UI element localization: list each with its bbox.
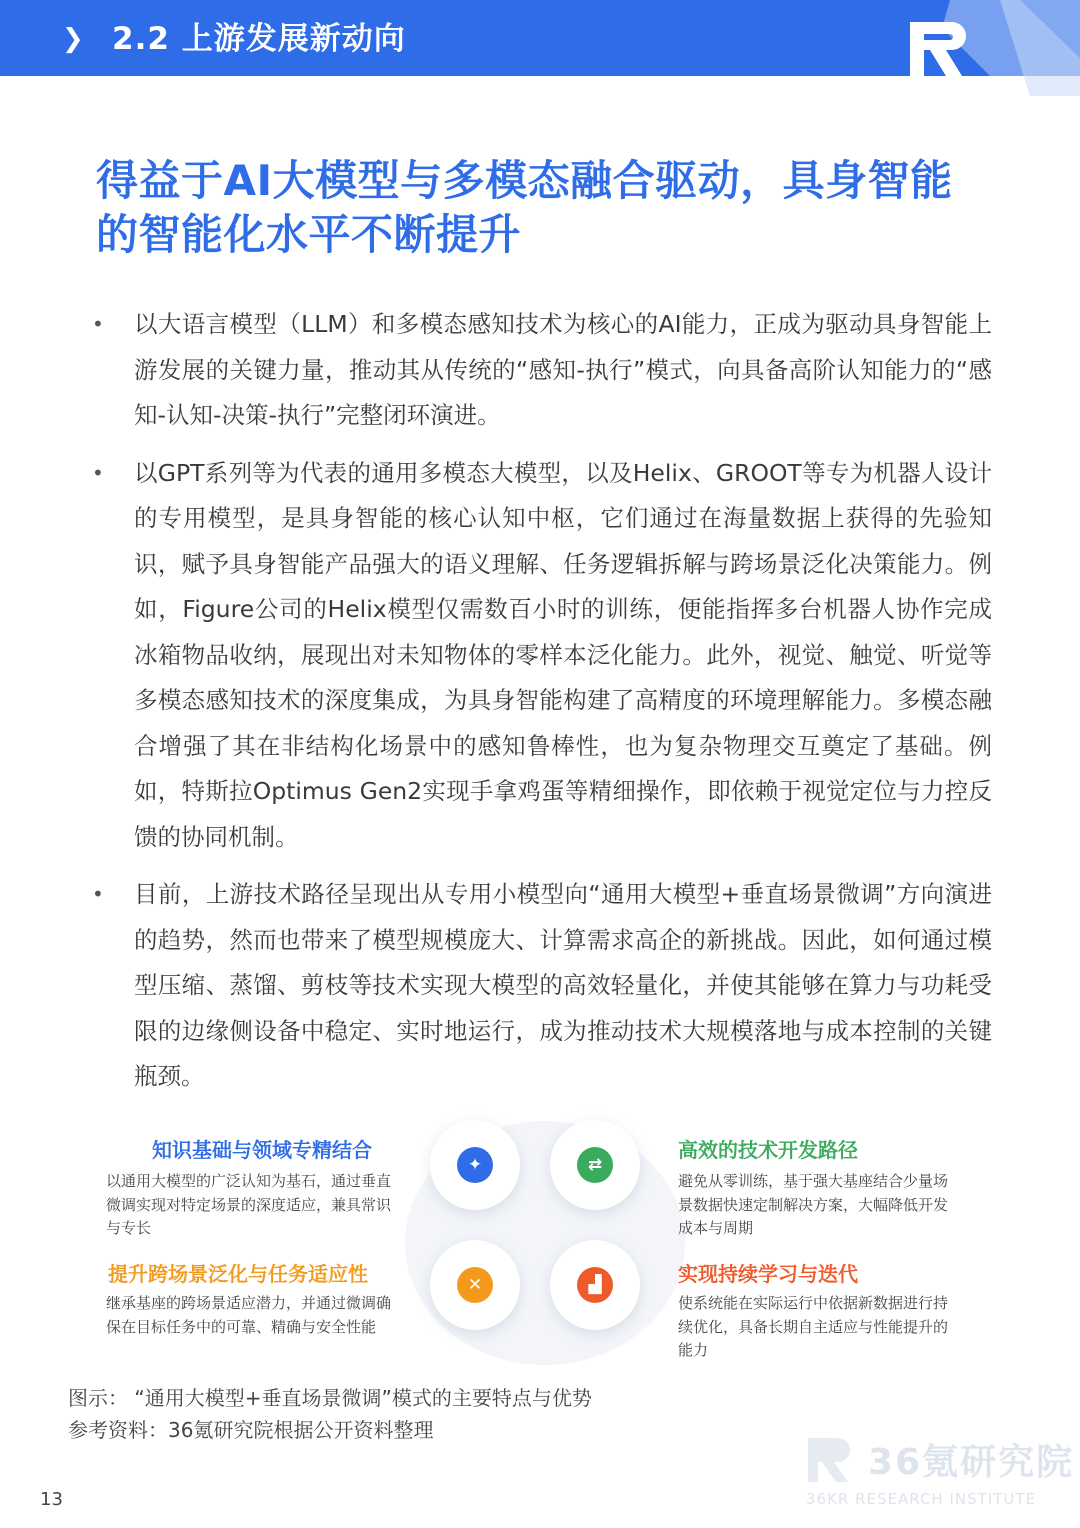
page-title-line-1: 得益于AI大模型与多模态融合驱动，具身智能 <box>96 156 953 205</box>
bullet-item <box>92 872 992 1100</box>
lightbulb-icon: ✦ <box>457 1147 493 1183</box>
watermark-cn: 36氪研究院 <box>868 1442 1075 1483</box>
figure-caption <box>68 1382 592 1446</box>
feature-title-2: 高效的技术开发路径 <box>678 1138 858 1162</box>
page-title-line-2: 的智能化水平不断提升 <box>96 210 522 259</box>
bullet-list <box>92 302 992 1112</box>
feature-node-4 <box>550 1240 640 1330</box>
bullet-icon: • <box>92 312 104 336</box>
feature-node-3 <box>430 1240 520 1330</box>
sync-icon: ⇄ <box>577 1147 613 1183</box>
chart-icon: ▟ <box>577 1267 613 1303</box>
page-title <box>96 154 996 262</box>
feature-diagram <box>100 1118 980 1376</box>
feature-desc-1: 以通用大模型的广泛认知为基石，通过垂直微调实现对特定场景的深度适应，兼具常识与专长 <box>106 1172 392 1237</box>
section-title: 2.2 上游发展新动向 <box>112 21 406 57</box>
feature-node-2 <box>550 1120 640 1210</box>
feature-title-3: 提升跨场景泛化与任务适应性 <box>108 1262 368 1286</box>
chevron-right-icon: ❯ <box>62 24 84 54</box>
bullet-text: 目前，上游技术路径呈现出从专用小模型向“通用大模型+垂直场景微调”方向演进的趋势，然而也带来了模型规模庞大、计算需求高企的新挑战。因此，如何通过模型压缩、蒸馏、剪枝等技术实现大模型的高效轻量化，并使其能够在算力与功耗受限的边缘侧设备中稳定、实时地运行，成为推动技术大规模落地与成本控制的关键瓶颈。 <box>134 880 992 1090</box>
bullet-item <box>92 302 992 439</box>
feature-desc-3: 继承基座的跨场景适应潜力，并通过微调确保在目标任务中的可靠、精确与安全性能 <box>106 1294 392 1336</box>
bullet-icon: • <box>92 460 104 485</box>
bullet-item <box>92 451 992 861</box>
feature-title-1: 知识基础与领域专精结合 <box>152 1138 372 1162</box>
feature-desc-2: 避免从零训练，基于强大基座结合少量场景数据快速定制解决方案，大幅降低开发成本与周期 <box>678 1172 949 1237</box>
feature-title-4: 实现持续学习与迭代 <box>678 1262 858 1286</box>
caption-figure: 图示： “通用大模型+垂直场景微调”模式的主要特点与优势 <box>68 1386 592 1410</box>
caption-source: 参考资料：36氪研究院根据公开资料整理 <box>68 1418 434 1442</box>
watermark-en: 36KR RESEARCH INSTITUTE <box>806 1490 1037 1508</box>
feature-node-1 <box>430 1120 520 1210</box>
bullet-text: 以大语言模型（LLM）和多模态感知技术为核心的AI能力，正成为驱动具身智能上游发展的关键力量，推动其从传统的“感知-执行”模式，向具备高阶认知能力的“感知-认知-决策-执行”完整闭环演进。 <box>134 310 992 429</box>
feature-desc-4: 使系统能在实际运行中依据新数据进行持续优化，具备长期自主适应与性能提升的能力 <box>678 1294 949 1359</box>
r-logo-icon <box>880 0 1080 96</box>
expand-icon: ✕ <box>457 1267 493 1303</box>
bullet-text: 以GPT系列等为代表的通用多模态大模型，以及Helix、GROOT等专为机器人设计的专用模型，是具身智能的核心认知中枢，它们通过在海量数据上获得的先验知识，赋予具身智能产品强大的语义理解、任务逻辑拆解与跨场景泛化决策能力。例如，Figure公司的Helix模型仅需数百小时的训练，便能指挥多台机器人协作完成冰箱物品收纳，展现出对未知物体的零样本泛化能力。此外，视觉、触觉、听觉等多模态感知技术的深度集成，为具身智能构建了高精度的环境理解能力。多模态融合增强了其在非结构化场景中的感知鲁棒性，也为复杂物理交互奠定了基础。例如，特斯拉Optimus Gen2实现手拿鸡蛋等精细操作，即依赖于视觉定位与力控反馈的协同机制。 <box>134 458 992 851</box>
bullet-icon: • <box>92 882 104 906</box>
page-number: 13 <box>40 1489 63 1510</box>
